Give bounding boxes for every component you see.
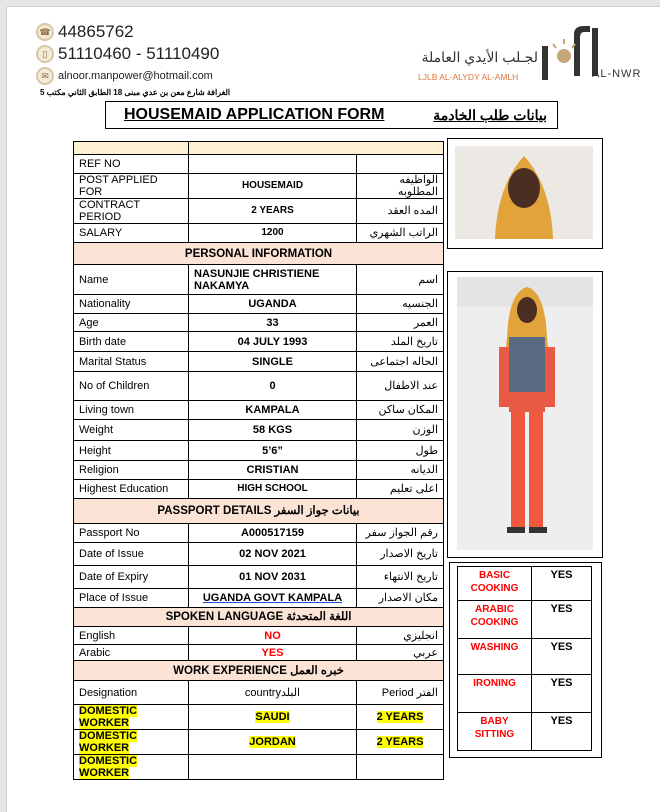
field-label: Religion	[74, 461, 189, 480]
field-label: REF NO	[74, 155, 189, 174]
field-label-ar: العمر	[357, 314, 444, 332]
field-value: NO	[189, 627, 357, 645]
field-label: Date of Issue	[74, 543, 189, 566]
table-row	[74, 524, 444, 543]
skill-name: ARABIC COOKING	[458, 601, 532, 639]
section-header: WORK EXPERIENCE خبره العمل	[74, 661, 444, 681]
full-body-photo	[457, 277, 593, 550]
table-row	[74, 627, 444, 645]
address: الغرافة شارع معن بن عدي مبنى 18 الطابق الثاني مكتب 5	[40, 88, 231, 97]
table-row	[74, 681, 444, 705]
highlighted-text: JORDAN	[249, 736, 296, 748]
form-title-box	[105, 101, 558, 129]
field-label-ar: عربي	[357, 645, 444, 661]
field-value: 02 NOV 2021	[189, 543, 357, 566]
field-value: KAMPALA	[189, 401, 357, 420]
field-value	[189, 155, 357, 174]
highlighted-text: SAUDI	[255, 711, 290, 723]
email-line	[36, 67, 213, 85]
field-label-ar: الواظيفه المطلوبه	[357, 174, 444, 199]
field-value: 5’6”	[189, 441, 357, 461]
mobile-line	[36, 44, 219, 64]
table-row	[74, 401, 444, 420]
field-label: POST APPLIED FOR	[74, 174, 189, 199]
table-row	[74, 372, 444, 401]
field-label-ar: اعلى تعليم	[357, 480, 444, 499]
field-value: SINGLE	[189, 352, 357, 372]
skill-name: BASIC COOKING	[458, 567, 532, 601]
field-label: Name	[74, 265, 189, 295]
field-label: Birth date	[74, 332, 189, 352]
section-header: SPOKEN LANGUAGE اللغة المتحدثة	[74, 608, 444, 627]
phone-icon: ☎	[36, 23, 54, 41]
top-blank-cell	[74, 142, 189, 155]
field-label-ar: طول	[357, 441, 444, 461]
section-header-row	[74, 661, 444, 681]
field-value: NASUNJIE CHRISTIENE NAKAMYA	[189, 265, 357, 295]
skill-name: BABY SITTING	[458, 713, 532, 751]
field-label	[74, 705, 189, 730]
skill-value: YES	[532, 601, 592, 639]
table-row	[74, 332, 444, 352]
form-title-ar: بيانات طلب الخادمة	[433, 106, 547, 123]
skill-row	[458, 713, 592, 751]
skill-name: WASHING	[458, 639, 532, 675]
section-header: PERSONAL INFORMATION	[74, 243, 444, 265]
highlighted-text: DOMESTIC WORKER	[79, 730, 138, 754]
field-label-ar: مكان الاصدار	[357, 589, 444, 608]
field-label-ar: الحاله اجتماعى	[357, 352, 444, 372]
highlighted-text: DOMESTIC WORKER	[79, 705, 138, 729]
field-label: Marital Status	[74, 352, 189, 372]
skills-table	[457, 566, 592, 751]
table-row	[74, 314, 444, 332]
field-label: Living town	[74, 401, 189, 420]
field-value: 1200	[189, 224, 357, 243]
field-label-ar: المكان ساكن	[357, 401, 444, 420]
table-row	[74, 566, 444, 589]
field-label-ar: Period الفتر	[357, 681, 444, 705]
field-label-ar: تاريخ الاصدار	[357, 543, 444, 566]
skill-row	[458, 639, 592, 675]
highlighted-text: 2 YEARS	[376, 711, 424, 723]
highlighted-text: DOMESTIC WORKER	[79, 755, 138, 779]
table-row	[74, 645, 444, 661]
field-value: HOUSEMAID	[189, 174, 357, 199]
table-row	[74, 174, 444, 199]
field-label: CONTRACT PERIOD	[74, 199, 189, 224]
logo-text: AL-NWR	[592, 68, 642, 80]
skill-value: YES	[532, 567, 592, 601]
section-header: PASSPORT DETAILS بيانات جواز السفر	[74, 499, 444, 524]
field-label: Age	[74, 314, 189, 332]
table-row	[74, 755, 444, 780]
field-label-ar	[357, 755, 444, 780]
table-row	[74, 224, 444, 243]
field-label-ar: اسم	[357, 265, 444, 295]
field-label-ar: الوزن	[357, 420, 444, 441]
field-value: UGANDA GOVT KAMPALA	[189, 589, 357, 608]
table-row	[74, 199, 444, 224]
section-header-row	[74, 243, 444, 265]
field-value: YES	[189, 645, 357, 661]
skill-row	[458, 601, 592, 639]
field-label: English	[74, 627, 189, 645]
field-value	[189, 705, 357, 730]
field-label: Date of Expiry	[74, 566, 189, 589]
applicant-details-table	[73, 141, 444, 780]
field-label: Weight	[74, 420, 189, 441]
field-label: Nationality	[74, 295, 189, 314]
table-row	[74, 352, 444, 372]
field-label: Highest Education	[74, 480, 189, 499]
company-name-ar: لجـلب الأيدي العاملة	[421, 49, 538, 65]
field-label: Passport No	[74, 524, 189, 543]
table-row	[74, 295, 444, 314]
email-icon: ✉	[36, 67, 54, 85]
table-row	[74, 730, 444, 755]
company-logo	[540, 24, 640, 84]
skill-value: YES	[532, 675, 592, 713]
section-header-row	[74, 608, 444, 627]
field-label: Place of Issue	[74, 589, 189, 608]
field-value: countryالبلد	[189, 681, 357, 705]
full-body-photo-frame	[447, 271, 603, 558]
mobile-icon: ▯	[36, 45, 54, 63]
field-label-ar: تاريخ الملد	[357, 332, 444, 352]
field-value	[189, 755, 357, 780]
field-label-ar	[357, 705, 444, 730]
table-row	[74, 543, 444, 566]
field-label	[74, 755, 189, 780]
field-label-ar: الجنسيه	[357, 295, 444, 314]
field-label-ar	[357, 155, 444, 174]
field-value: 04 JULY 1993	[189, 332, 357, 352]
field-label-ar: رقم الجواز سفر	[357, 524, 444, 543]
highlighted-text: 2 YEARS	[376, 736, 424, 748]
field-label: Designation	[74, 681, 189, 705]
field-label-ar	[357, 730, 444, 755]
skill-name: IRONING	[458, 675, 532, 713]
field-label-ar: الديانه	[357, 461, 444, 480]
field-value: 2 YEARS	[189, 199, 357, 224]
section-header-row	[74, 499, 444, 524]
field-value: HIGH SCHOOL	[189, 480, 357, 499]
field-value: CRISTIAN	[189, 461, 357, 480]
field-value: 01 NOV 2031	[189, 566, 357, 589]
phone-number: 44865762	[58, 22, 134, 41]
field-value	[189, 730, 357, 755]
field-label: Height	[74, 441, 189, 461]
skill-row	[458, 675, 592, 713]
field-label: SALARY	[74, 224, 189, 243]
mobile-numbers: 51110460 - 51110490	[58, 44, 220, 63]
form-title-en: HOUSEMAID APPLICATION FORM	[124, 106, 385, 123]
field-value: 58 KGS	[189, 420, 357, 441]
skill-row	[458, 567, 592, 601]
table-row	[74, 441, 444, 461]
table-row	[74, 480, 444, 499]
skill-value: YES	[532, 713, 592, 751]
table-row	[74, 155, 444, 174]
phone-line	[36, 22, 134, 42]
field-label: No of Children	[74, 372, 189, 401]
field-value: 33	[189, 314, 357, 332]
email-address: alnoor.manpower@hotmail.com	[58, 70, 213, 82]
company-name-en: LJLB AL-ALYDY AL-AMLH	[418, 72, 519, 82]
field-label-ar: المده العقد	[357, 199, 444, 224]
field-label	[74, 730, 189, 755]
top-blank-cell	[189, 142, 444, 155]
table-row	[74, 461, 444, 480]
field-label-ar: عند الاطفال	[357, 372, 444, 401]
table-row	[74, 420, 444, 441]
portrait-photo-frame	[447, 138, 603, 249]
field-label: Arabic	[74, 645, 189, 661]
table-row	[74, 589, 444, 608]
field-label-ar: تاريخ الانتهاء	[357, 566, 444, 589]
field-label-ar: انجليزي	[357, 627, 444, 645]
table-row	[74, 142, 444, 155]
field-value: UGANDA	[189, 295, 357, 314]
table-row	[74, 705, 444, 730]
field-label-ar: الراتب الشهري	[357, 224, 444, 243]
table-row	[74, 265, 444, 295]
portrait-photo	[455, 146, 593, 239]
field-value: A000517159	[189, 524, 357, 543]
field-value: 0	[189, 372, 357, 401]
skill-value: YES	[532, 639, 592, 675]
